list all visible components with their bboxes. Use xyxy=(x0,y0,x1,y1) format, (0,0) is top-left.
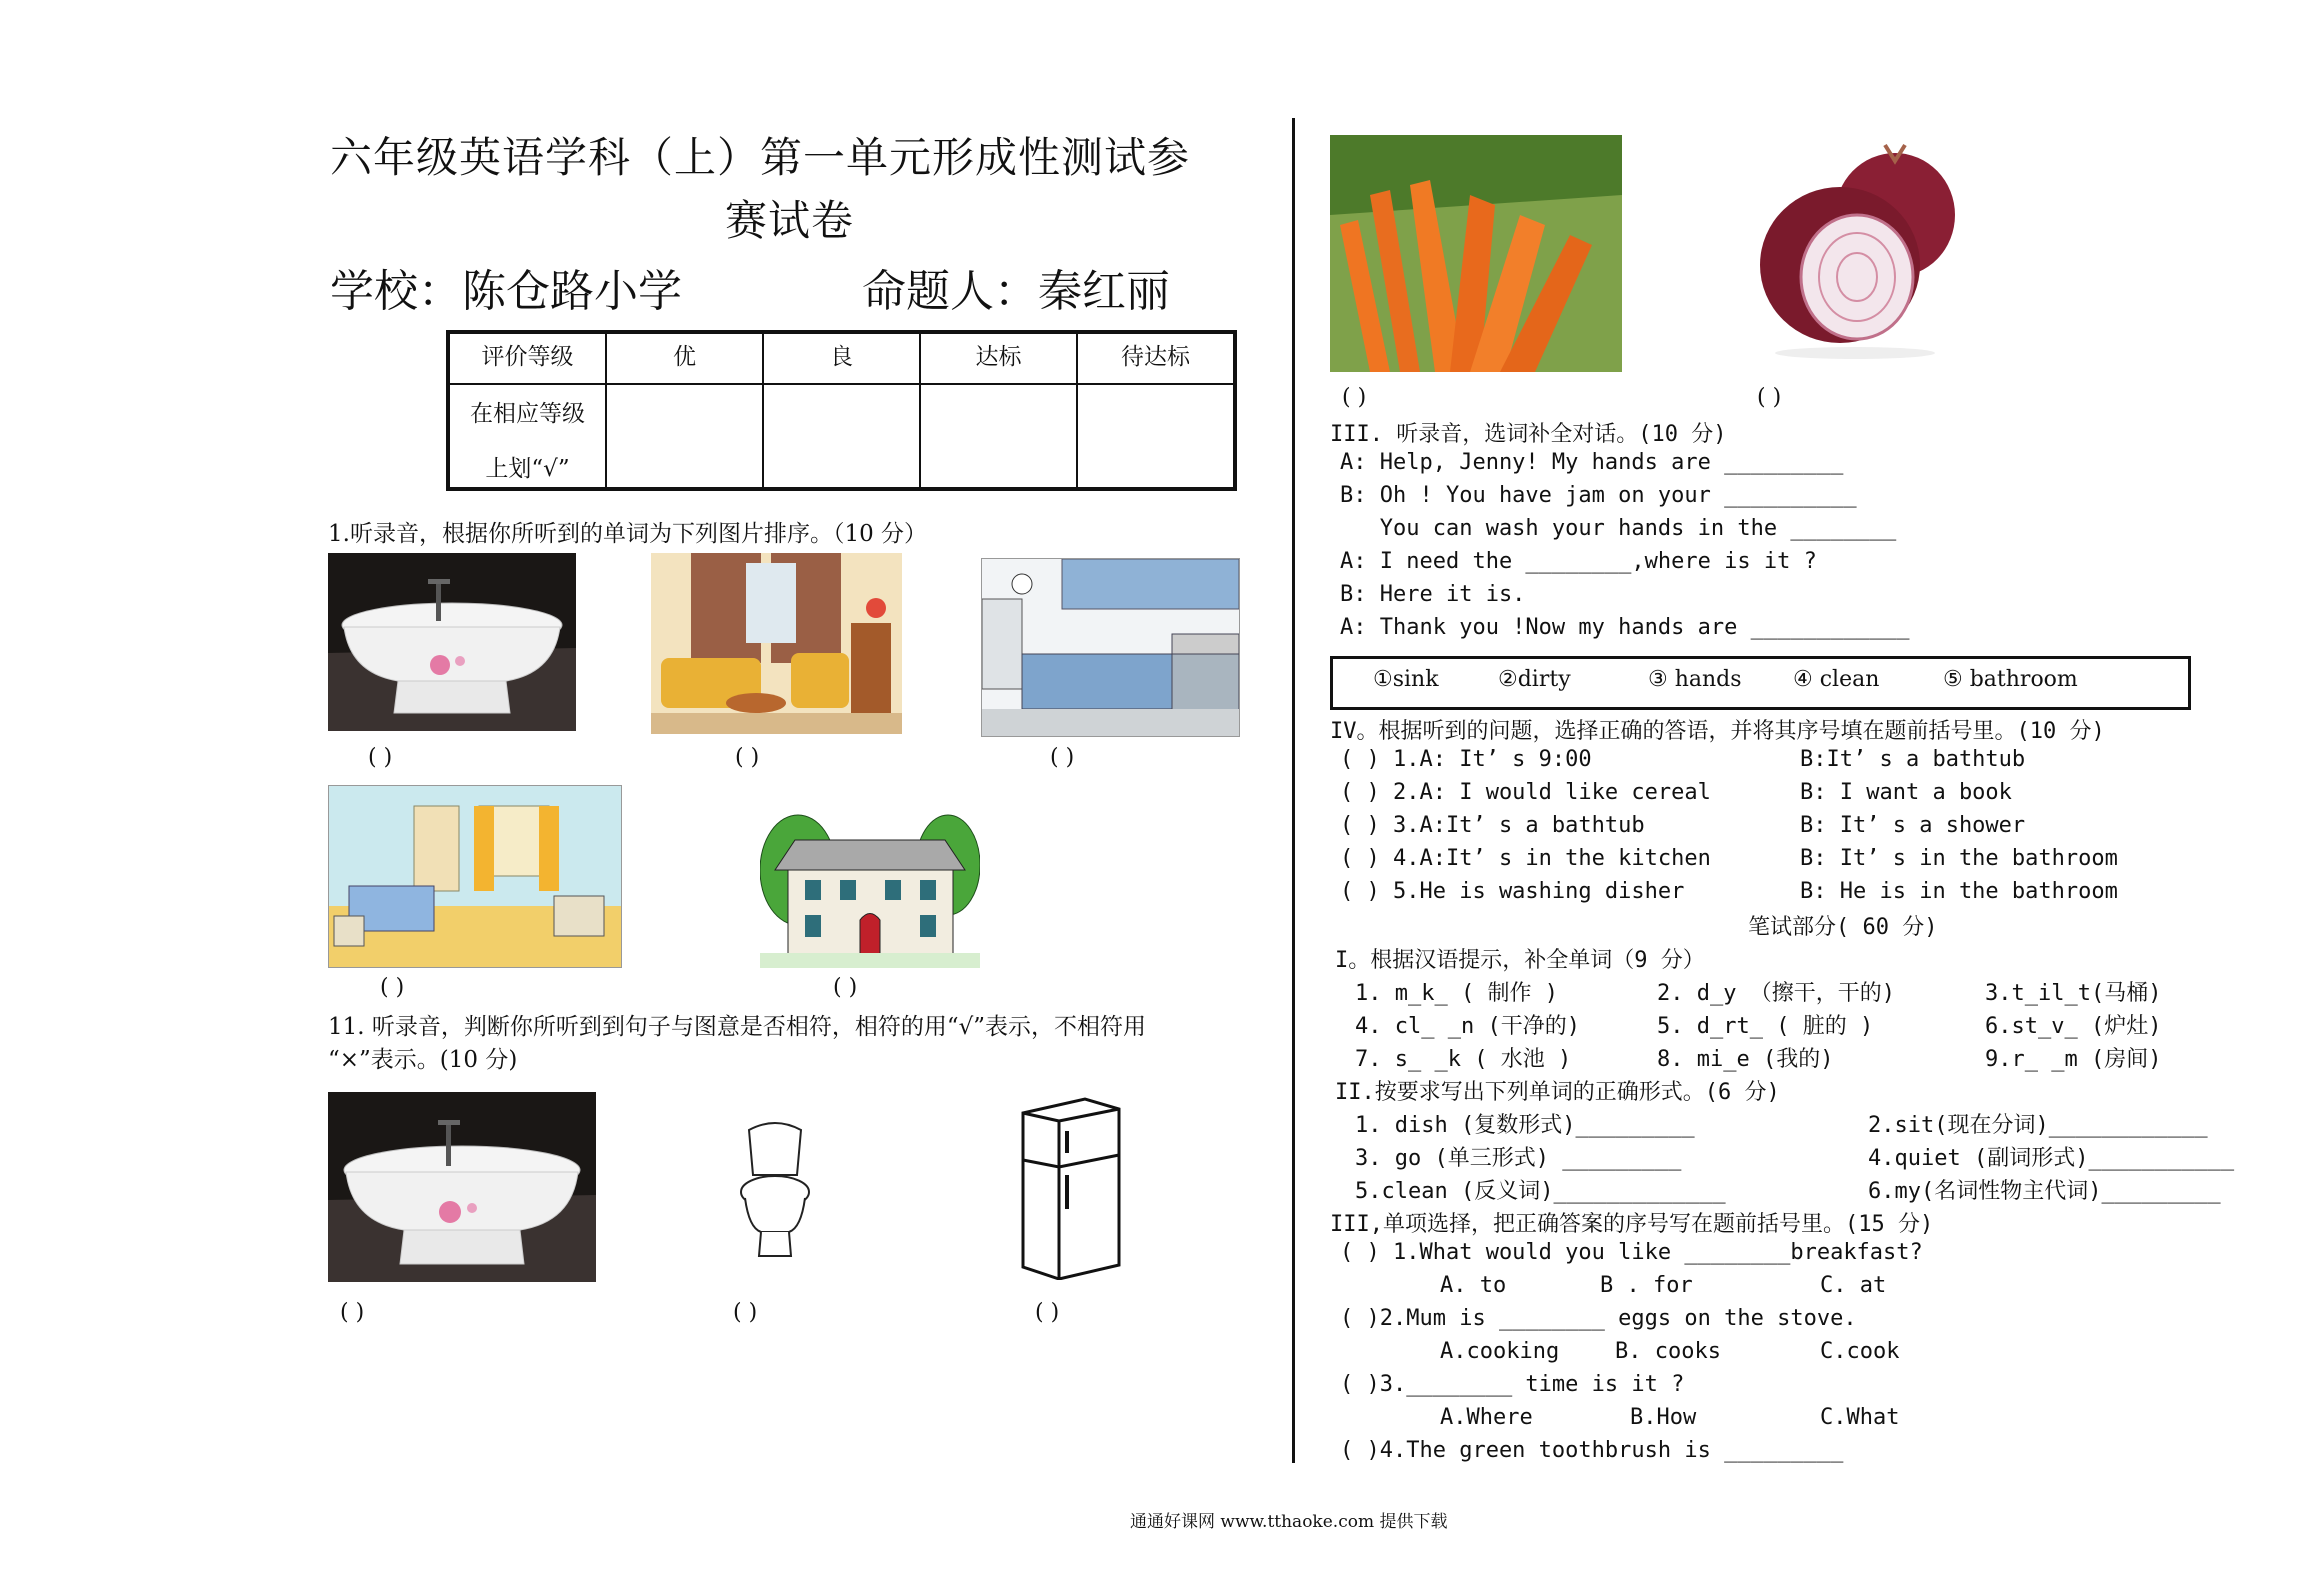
page-title-line1: 六年级英语学科（上）第一单元形成性测试参 xyxy=(330,133,1191,182)
section4-title: IV。根据听到的问题，选择正确的答语，并将其序号填在题前括号里。(10 分) xyxy=(1330,719,2105,744)
word-option-bathroom: ⑤ bathroom xyxy=(1943,667,2078,692)
section1-answer-paren-2[interactable]: ( ) xyxy=(735,745,760,770)
partIII-q2: ( )2.Mum is ________ eggs on the stove. xyxy=(1340,1306,1857,1331)
section2-answer-paren-2[interactable]: ( ) xyxy=(733,1300,758,1325)
partIII-q3: ( )3.________ time is it ? xyxy=(1340,1372,1685,1397)
partIII-q1-optA: A. to xyxy=(1440,1273,1507,1298)
grade-cell-pass[interactable] xyxy=(920,384,1077,489)
section2-answer-paren-1[interactable]: ( ) xyxy=(340,1300,365,1325)
partIII-q3-optC: C.What xyxy=(1820,1405,1900,1430)
partII-r2c1: 3. go (单三形式) _________ xyxy=(1355,1146,1682,1171)
partI-r1c3: 3.t_il_t(马桶) xyxy=(1985,981,2162,1006)
written-section-heading: 笔试部分( 60 分) xyxy=(1748,915,1938,940)
partI-r1c1: 1. m_k_ ( 制作 ) xyxy=(1355,981,1558,1006)
section4-a2: B: I want a book xyxy=(1800,780,2012,805)
bathtub-image-2 xyxy=(328,1092,596,1282)
dialogue-line-1: A: Help, Jenny! My hands are _________ xyxy=(1340,450,1844,475)
toilet-image xyxy=(735,1120,815,1260)
grade-row-label xyxy=(448,384,606,489)
grade-header-level: 评价等级 xyxy=(448,332,606,384)
partI-r2c2: 5. d_rt_ ( 脏的 ) xyxy=(1657,1014,1874,1039)
word-option-sink: ①sink xyxy=(1373,667,1439,692)
grade-cell-good[interactable] xyxy=(763,384,920,489)
author-label: 命题人：秦红丽 xyxy=(862,266,1170,317)
footer-credit: 通通好课网 www.tthaoke.com 提供下载 xyxy=(1130,1512,1448,1532)
word-option-hands: ③ hands xyxy=(1648,667,1742,692)
living-room-image xyxy=(651,553,902,734)
school-label: 学校：陈仓路小学 xyxy=(330,266,682,317)
grade-cell-excellent[interactable] xyxy=(606,384,763,489)
column-divider xyxy=(1292,118,1295,1463)
grade-header-pass: 达标 xyxy=(920,332,1077,384)
partIII-q4: ( )4.The green toothbrush is _________ xyxy=(1340,1438,1844,1463)
page-title-line2: 赛试卷 xyxy=(725,196,855,245)
dialogue-line-6: A: Thank you !Now my hands are ____________ xyxy=(1340,615,1910,640)
section1-answer-paren-5[interactable]: ( ) xyxy=(833,975,858,1000)
grade-row-label-2: 上划“√” xyxy=(485,456,570,482)
grade-header-below: 待达标 xyxy=(1077,332,1235,384)
section1-answer-paren-4[interactable]: ( ) xyxy=(380,975,405,1000)
partII-title: II.按要求写出下列单词的正确形式。(6 分) xyxy=(1335,1080,1780,1105)
right-answer-paren-2[interactable]: ( ) xyxy=(1757,385,1782,410)
onion-image xyxy=(1745,135,1965,360)
partIII-q3-optA: A.Where xyxy=(1440,1405,1533,1430)
section4-q2: ( ) 2.A: I would like cereal xyxy=(1340,780,1711,805)
partIII-q1: ( ) 1.What would you like ________breakfast? xyxy=(1340,1240,1923,1265)
grade-header-excellent: 优 xyxy=(606,332,763,384)
partI-r2c1: 4. cl_ _n (干净的) xyxy=(1355,1014,1580,1039)
section4-a4: B: It’ s in the bathroom xyxy=(1800,846,2118,871)
section4-a3: B: It’ s a shower xyxy=(1800,813,2026,838)
grade-header-good: 良 xyxy=(763,332,920,384)
dialogue-line-3: You can wash your hands in the ________ xyxy=(1340,516,1897,541)
section4-q4: ( ) 4.A:It’ s in the kitchen xyxy=(1340,846,1711,871)
partIII-q2-optA: A.cooking xyxy=(1440,1339,1560,1364)
word-options-box xyxy=(1330,656,2191,710)
section4-q5: ( ) 5.He is washing disher xyxy=(1340,879,1685,904)
section3-title: III. 听录音，选词补全对话。(10 分) xyxy=(1330,422,1727,447)
partII-r1c2: 2.sit(现在分词)____________ xyxy=(1868,1113,2208,1138)
dialogue-line-5: B: Here it is. xyxy=(1340,582,1526,607)
partI-title: I。根据汉语提示，补全单词（9 分） xyxy=(1335,948,1705,973)
kitchen-image xyxy=(981,558,1240,737)
section4-q1: ( ) 1.A: It’ s 9:00 xyxy=(1340,747,1592,772)
partII-r3c1: 5.clean (反义词)_____________ xyxy=(1355,1179,1726,1204)
partI-r3c2: 8. mi_e (我的) xyxy=(1657,1047,1834,1072)
partIII-q2-optB: B. cooks xyxy=(1615,1339,1721,1364)
bathtub-image xyxy=(328,553,576,731)
section2-title-line2: “×”表示。(10 分) xyxy=(328,1047,518,1073)
section1-answer-paren-3[interactable]: ( ) xyxy=(1050,745,1075,770)
right-answer-paren-1[interactable]: ( ) xyxy=(1342,385,1367,410)
partI-r2c3: 6.st_v_ (炉灶) xyxy=(1985,1014,2162,1039)
partI-r1c2: 2. d_y （擦干，干的) xyxy=(1657,981,1895,1006)
house-image xyxy=(760,785,980,968)
dialogue-line-4: A: I need the ________,where is it ? xyxy=(1340,549,1817,574)
section2-answer-paren-3[interactable]: ( ) xyxy=(1035,1300,1060,1325)
section1-title: 1.听录音，根据你所听到的单词为下列图片排序。（10 分） xyxy=(328,521,928,547)
section2-title-line1: 11. 听录音，判断你所听到到句子与图意是否相符，相符的用“√”表示，不相符用 xyxy=(328,1014,1147,1040)
section4-q3: ( ) 3.A:It’ s a bathtub xyxy=(1340,813,1645,838)
fridge-image xyxy=(1015,1095,1125,1280)
partIII-q1-optB: B . for xyxy=(1600,1273,1693,1298)
dialogue-line-2: B: Oh ! You have jam on your __________ xyxy=(1340,483,1857,508)
bedroom-image xyxy=(328,785,622,968)
partIII-q2-optC: C.cook xyxy=(1820,1339,1900,1364)
carrots-image xyxy=(1330,135,1622,372)
partIII-q3-optB: B.How xyxy=(1630,1405,1697,1430)
grade-row-label-1: 在相应等级 xyxy=(470,401,585,427)
partII-r1c1: 1. dish (复数形式)_________ xyxy=(1355,1113,1695,1138)
partIII-title: III,单项选择，把正确答案的序号写在题前括号里。(15 分) xyxy=(1330,1212,1934,1237)
word-option-clean: ④ clean xyxy=(1793,667,1880,692)
partII-r2c2: 4.quiet (副词形式)___________ xyxy=(1868,1146,2235,1171)
partIII-q1-optC: C. at xyxy=(1820,1273,1887,1298)
partI-r3c3: 9.r_ _m (房间) xyxy=(1985,1047,2162,1072)
section4-a5: B: He is in the bathroom xyxy=(1800,879,2118,904)
partI-r3c1: 7. s_ _k ( 水池 ) xyxy=(1355,1047,1572,1072)
word-option-dirty: ②dirty xyxy=(1498,667,1571,692)
grade-table xyxy=(446,330,1237,491)
section4-a1: B:It’ s a bathtub xyxy=(1800,747,2026,772)
section1-answer-paren-1[interactable]: ( ) xyxy=(368,745,393,770)
partII-r3c2: 6.my(名词性物主代词)_________ xyxy=(1868,1179,2221,1204)
grade-cell-below[interactable] xyxy=(1077,384,1235,489)
